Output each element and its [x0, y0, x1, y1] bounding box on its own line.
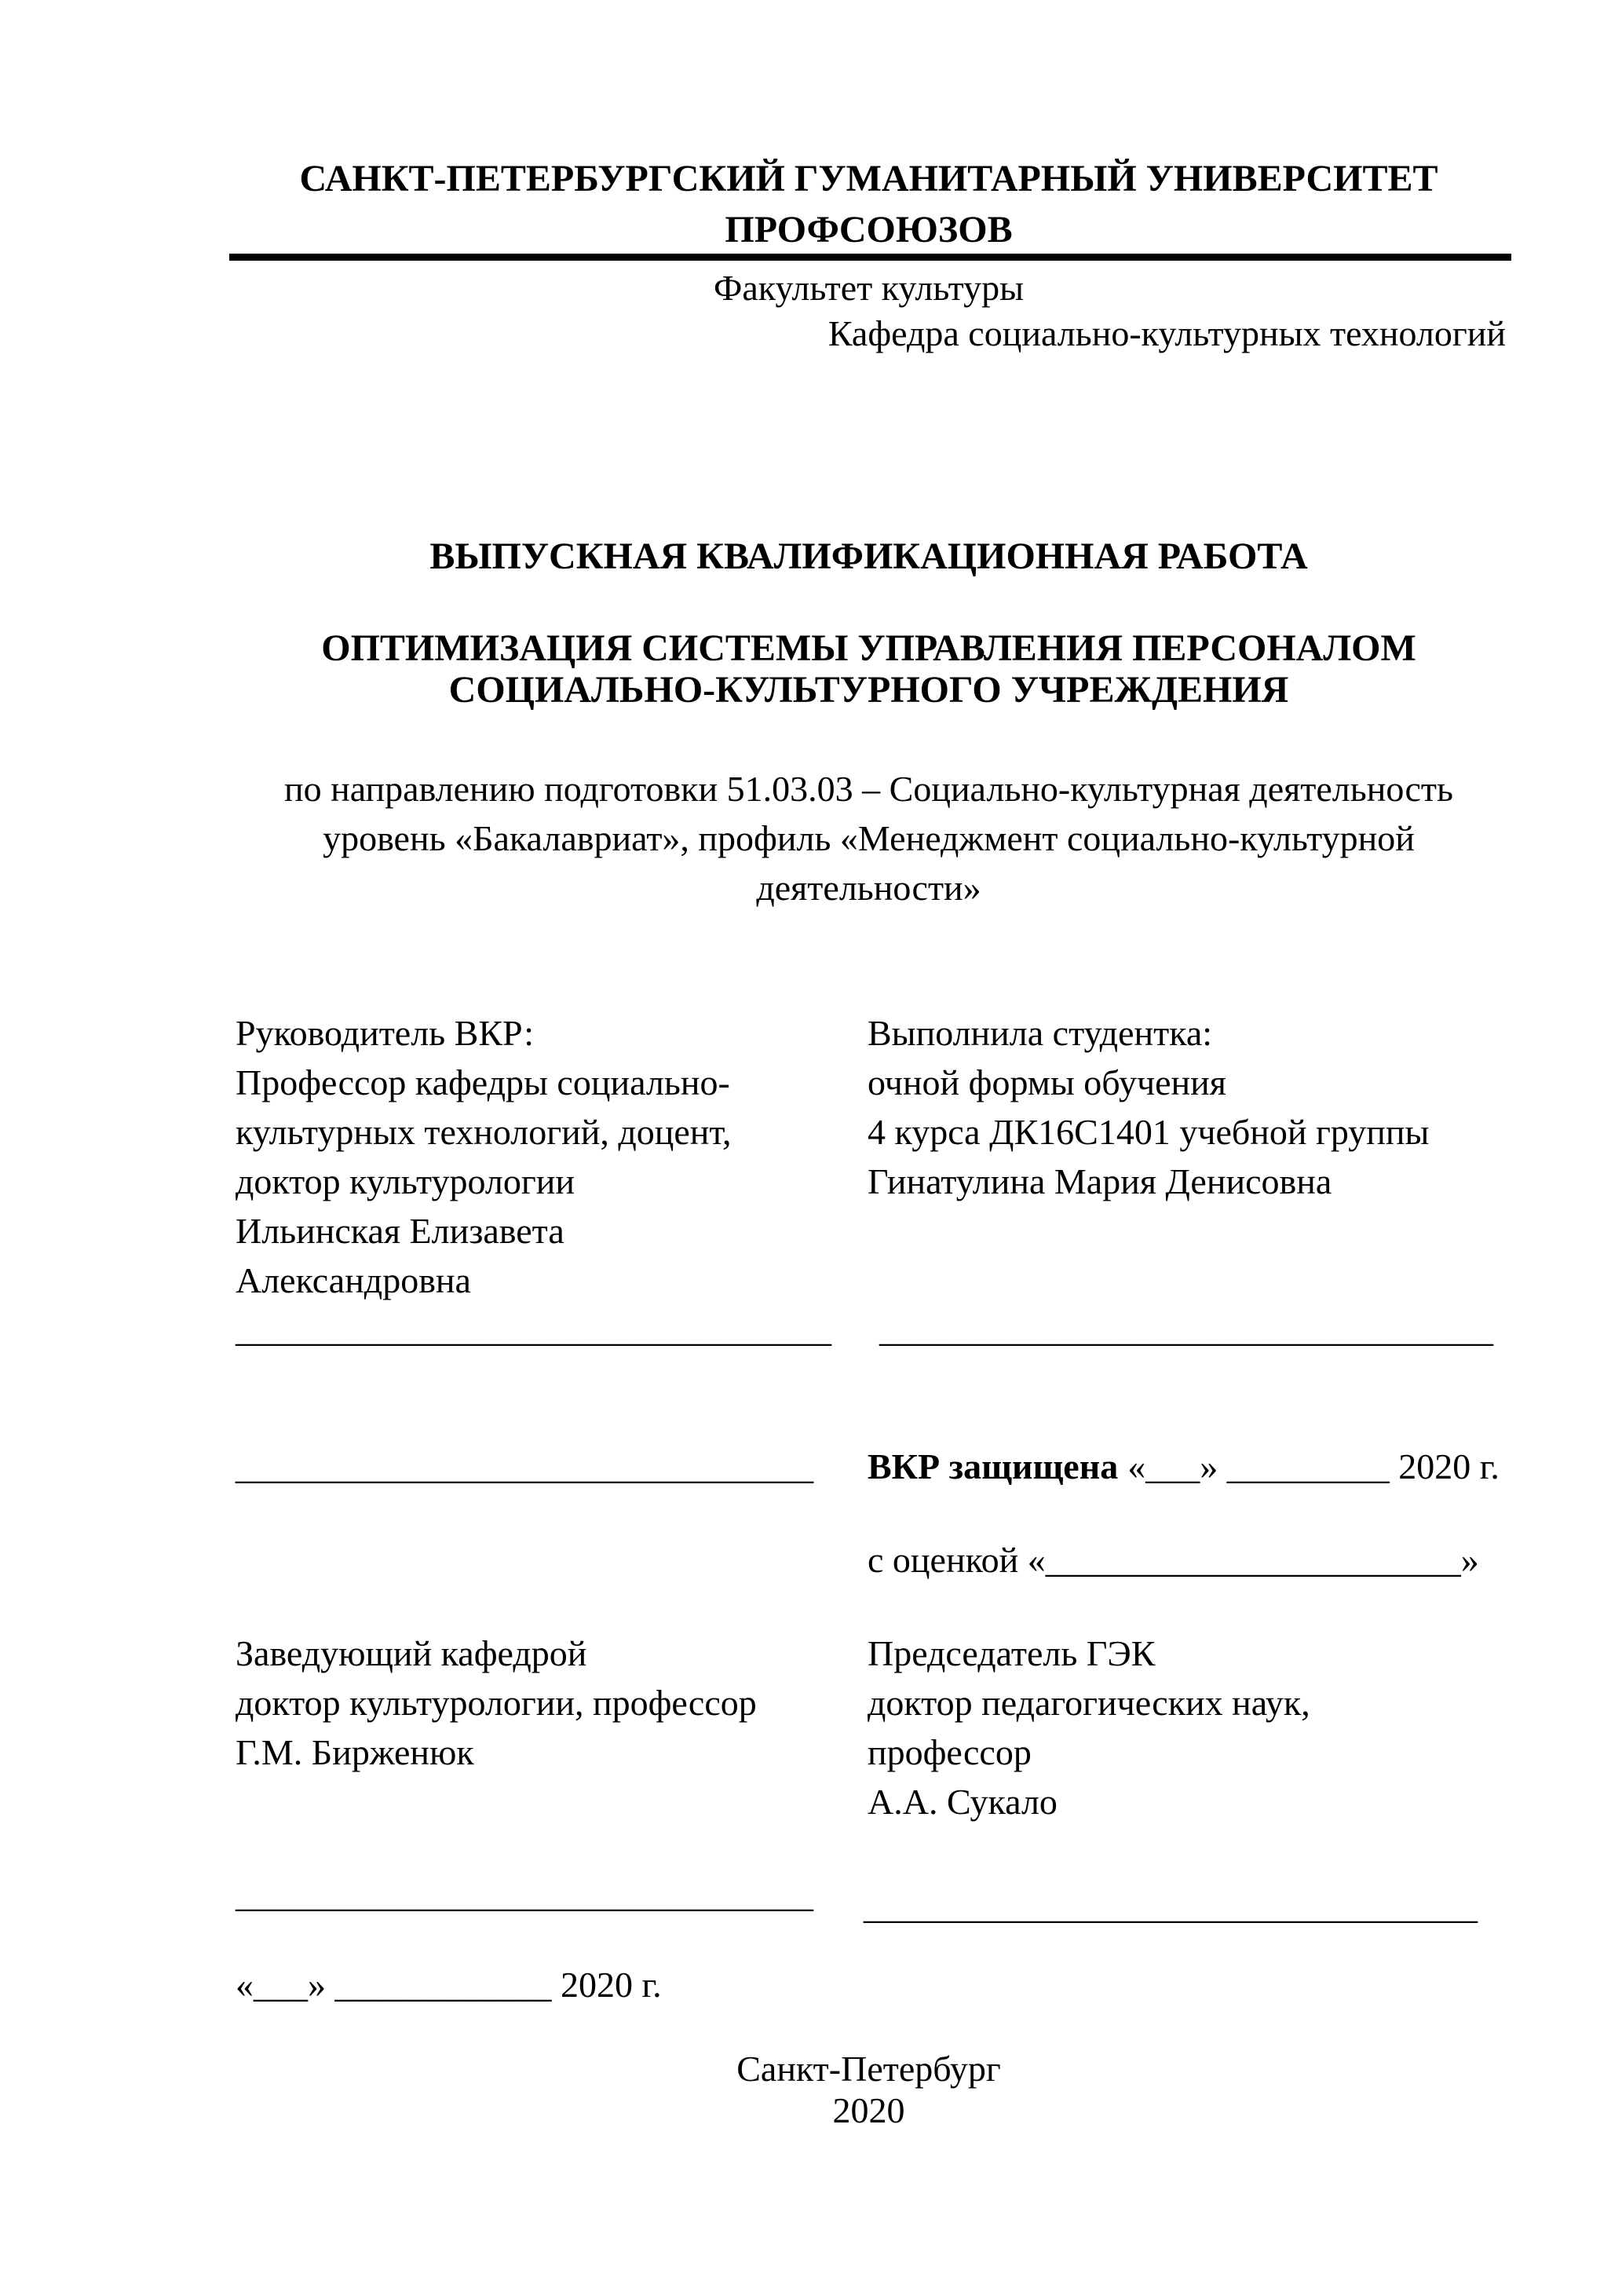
- student-heading: Выполнила студентка:: [868, 1013, 1213, 1053]
- department-line: Кафедра социально-культурных технологий: [827, 313, 1506, 353]
- supervisor-position-line2: культурных технологий, доцент,: [236, 1112, 732, 1152]
- department-head-name: Г.М. Бирженюк: [236, 1732, 474, 1772]
- student-signature-line: __________________________________: [879, 1309, 1493, 1349]
- grade-line: с оценкой «_______________________»: [868, 1540, 1479, 1580]
- program-profile: деятельности»: [756, 868, 981, 908]
- work-type-title: ВЫПУСКНАЯ КВАЛИФИКАЦИОННАЯ РАБОТА: [429, 536, 1308, 577]
- department-head-title: Заведующий кафедрой: [236, 1633, 587, 1673]
- supervisor-degree: доктор культурологии: [236, 1161, 575, 1201]
- supervisor-signature-line: _________________________________: [236, 1309, 831, 1349]
- supervisor-approval-signature-line: ________________________________: [236, 1446, 813, 1486]
- defense-date-line: [868, 1446, 1500, 1486]
- gec-chair-rank: профессор: [868, 1732, 1032, 1772]
- program-level: уровень «Бакалавриат», профиль «Менеджмент социально-культурной: [323, 818, 1415, 858]
- university-name-line1: САНКТ-ПЕТЕРБУРГСКИЙ ГУМАНИТАРНЫЙ УНИВЕРСИТЕТ: [299, 158, 1438, 199]
- department-head-degree: доктор культурологии, профессор: [236, 1683, 757, 1723]
- gec-chair-title: Председатель ГЭК: [868, 1633, 1156, 1673]
- supervisor-name-line1: Ильинская Елизавета: [236, 1211, 564, 1251]
- defense-date-blank: «___» _________ 2020 г.: [1127, 1446, 1500, 1486]
- city-line: Санкт-Петербург: [736, 2049, 1001, 2089]
- year-line: 2020: [832, 2090, 905, 2130]
- student-study-form: очной формы обучения: [868, 1062, 1226, 1102]
- faculty-line: Факультет культуры: [714, 268, 1024, 308]
- work-title-line2: СОЦИАЛЬНО-КУЛЬТУРНОГО УЧРЕЖДЕНИЯ: [448, 669, 1289, 711]
- student-name: Гинатулина Мария Денисовна: [868, 1161, 1332, 1201]
- gec-chair-block: [868, 1629, 1507, 1826]
- student-group: 4 курса ДК16С1401 учебной группы: [868, 1112, 1430, 1152]
- approval-date-line: «___» ____________ 2020 г.: [236, 1965, 662, 2005]
- defense-date-label: ВКР защищена: [868, 1446, 1119, 1486]
- gec-chair-name: А.А. Сукало: [868, 1782, 1058, 1822]
- gec-chair-degree: доктор педагогических наук,: [868, 1683, 1310, 1723]
- supervisor-name-line2: Александровна: [236, 1260, 471, 1300]
- supervisor-block: [236, 1008, 871, 1305]
- work-title-line1: ОПТИМИЗАЦИЯ СИСТЕМЫ УПРАВЛЕНИЯ ПЕРСОНАЛОМ: [321, 627, 1416, 669]
- university-name-line2: ПРОФСОЮЗОВ: [725, 209, 1013, 250]
- department-head-block: [236, 1629, 871, 1777]
- department-head-signature-line: ________________________________: [236, 1874, 813, 1914]
- supervisor-heading: Руководитель ВКР:: [236, 1013, 535, 1053]
- program-info: [232, 764, 1506, 912]
- header-rule: [229, 254, 1511, 261]
- gec-chair-signature-line: __________________________________: [864, 1886, 1478, 1926]
- student-block: [868, 1008, 1507, 1206]
- program-direction: по направлению подготовки 51.03.03 – Социально-культурная деятельность: [283, 769, 1453, 809]
- supervisor-position-line1: Профессор кафедры социально-: [236, 1062, 730, 1102]
